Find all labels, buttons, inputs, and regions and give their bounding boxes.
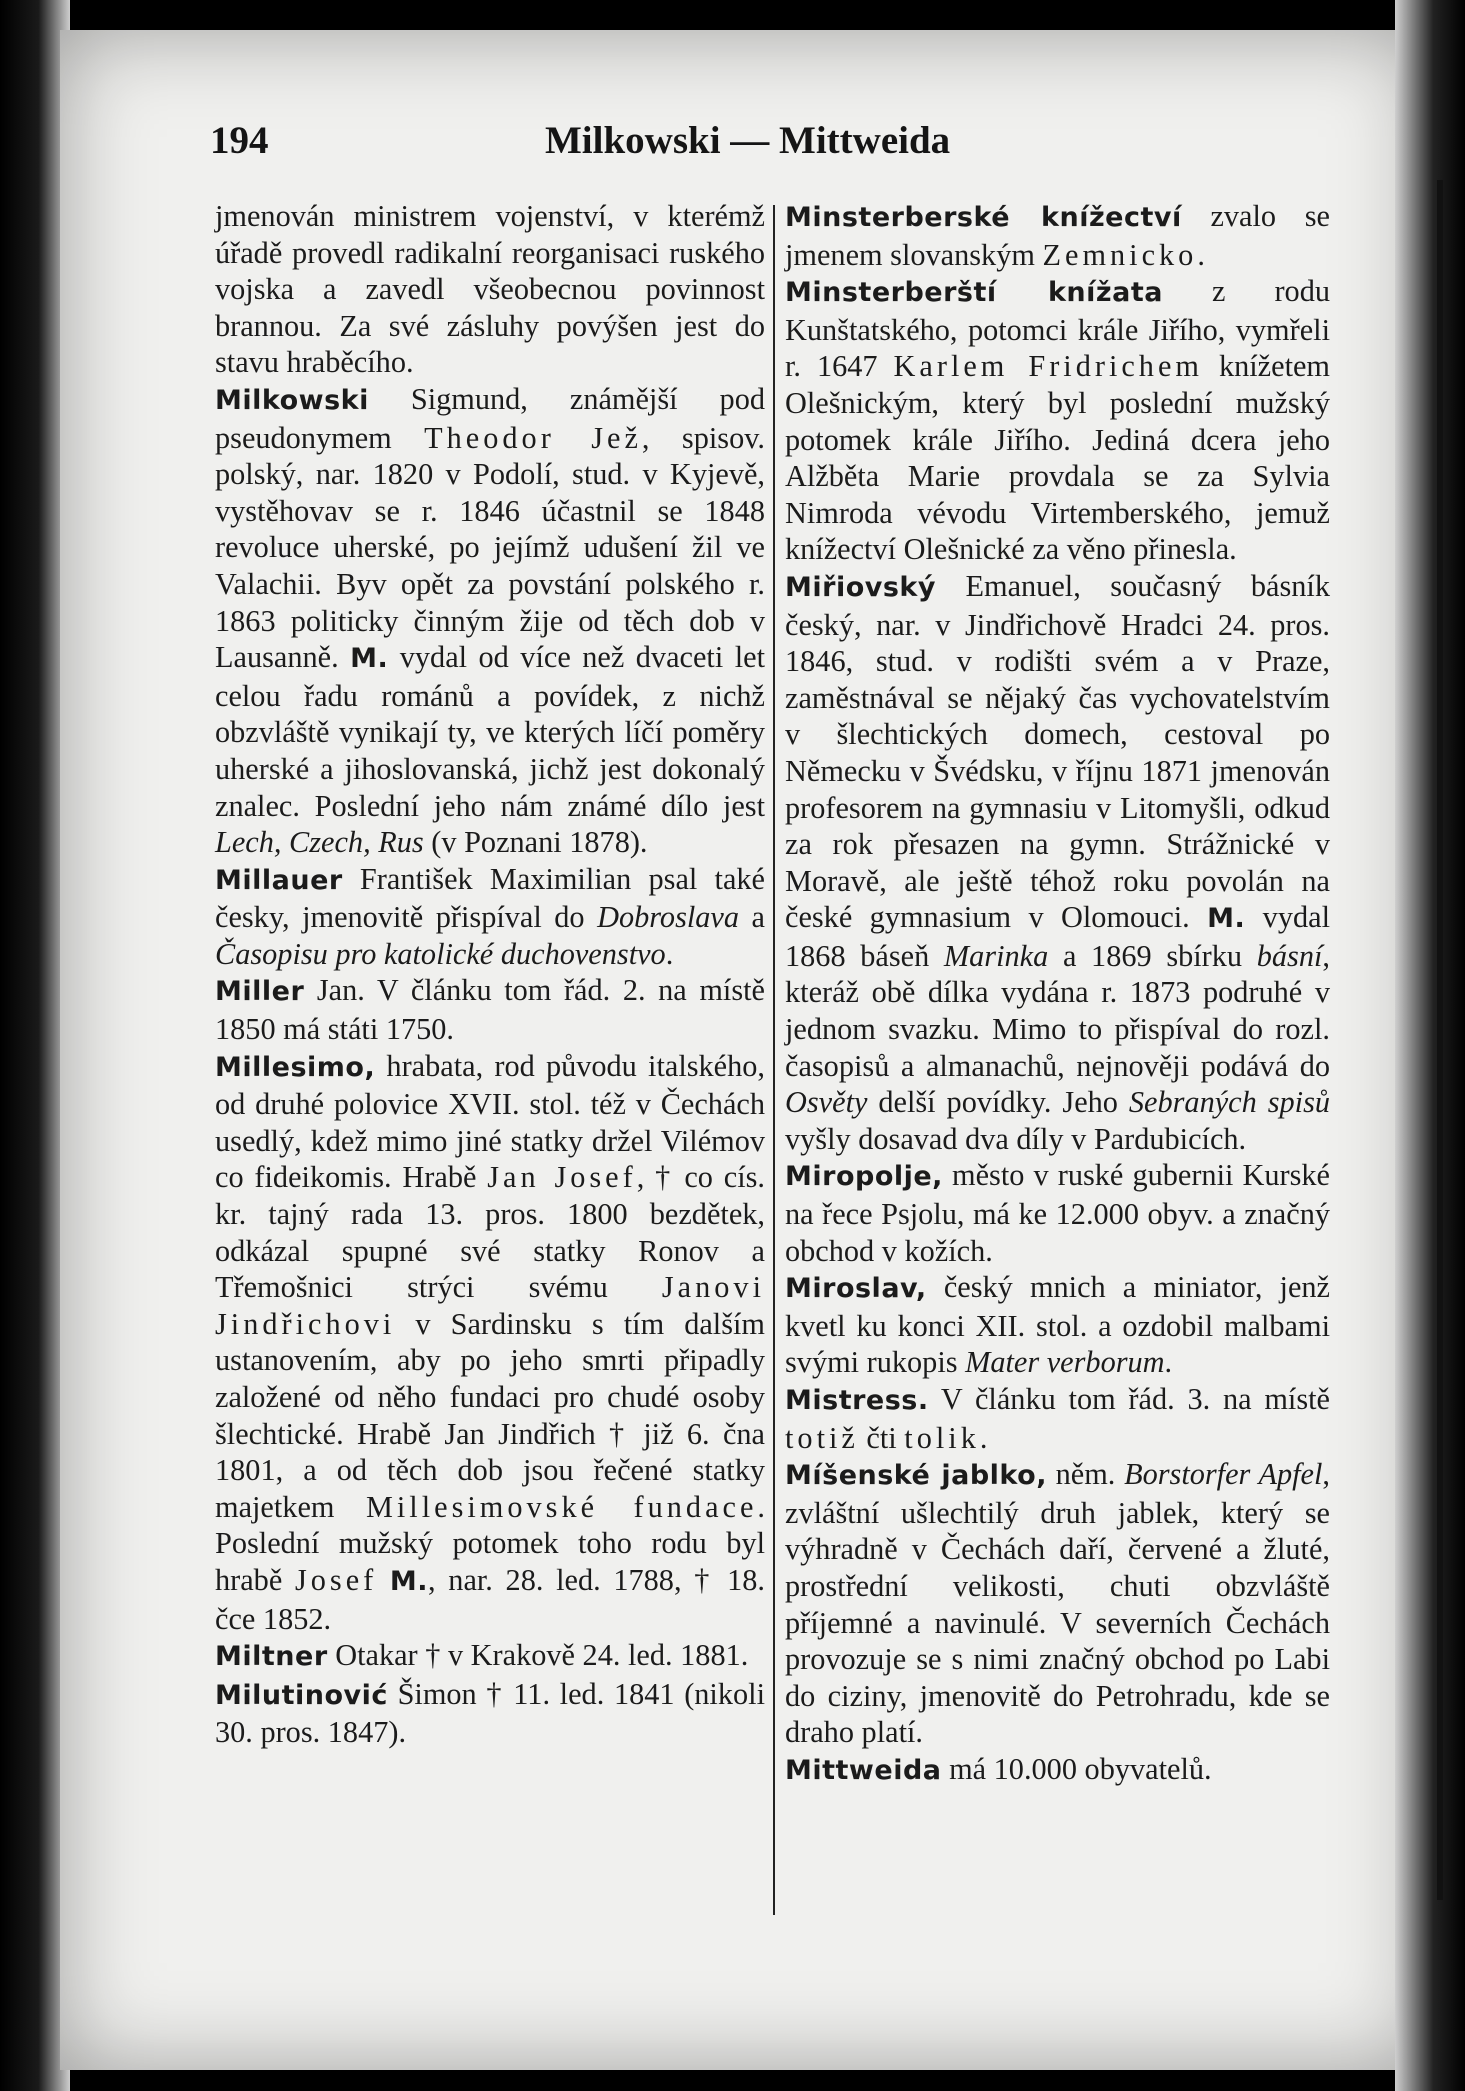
spaced-name: tolik	[904, 1420, 980, 1455]
entry-text: Šimon † 11. led. 1841 (nikoli 30. pros. 1847).	[215, 1676, 765, 1750]
headword: Millauer	[215, 864, 343, 896]
entry-text: knížetem Olešnickým, který byl poslední mužský potomek krále Jiřího. Jediná dcera jeho Alžběta Marie provdala se za Sylvia Nimroda vévodu Virtemberského, jemuž knížectví Olešnické za věno přinesla.	[785, 349, 1330, 567]
entry-text: .	[1197, 237, 1205, 272]
entry-text: v Sardinsku s tím dalším ustanovením, aby po jeho smrti připadly založené od něho fundaci pro chudé osoby šlechtické. Hrabě Jan Jindřich † již 6. čna 1801, a od těch dob jsou řečené statky majetkem	[215, 1306, 765, 1524]
abbrev: M.	[389, 1565, 429, 1597]
entry-miropolje	[785, 1157, 1330, 1269]
headword: Millesimo,	[215, 1051, 376, 1083]
scan-right-edge	[1395, 0, 1465, 2091]
headword: Mistress.	[785, 1385, 929, 1416]
entry-text: a 1869 sbírku	[1048, 938, 1257, 973]
work-title: Časopisu pro katolické duchovenstvo	[215, 936, 666, 971]
entry-milkowski	[215, 381, 765, 861]
entry-millauer	[215, 861, 765, 973]
headword: Milutinović	[215, 1679, 388, 1711]
entry-text	[377, 1563, 390, 1597]
entry-text: (v Poznani 1878).	[423, 825, 648, 860]
spaced-name: Karlem Fridrichem	[893, 349, 1203, 384]
spaced-name: Jan Josef	[487, 1160, 637, 1195]
entry-text: město v ruské gubernii Kurské na řece Psjolu, má ke 12.000 obyv. a značný obchod v kožích.	[785, 1158, 1330, 1268]
headword: Míšenské jablko,	[785, 1460, 1047, 1492]
running-header	[0, 118, 1465, 168]
entry-text: Emanuel, současný básník český, nar. v Jindřichově Hradci 24. pros. 1846, stud. v rodišti svém a v Praze, zaměstnával se nějaký čas vychovatelstvím v šlechtických domech, cestoval po Německu v Švédsku, v říjnu 1871 jmenován profesorem na gymnasiu v Litomyšli, odkud za rok přesazen na gymn. Strážnické v Moravě, ale ještě téhož roku povolán na české gymnasium v Olomouci.	[785, 568, 1330, 935]
entry-text: Sigmund, známější pod pseudonymem	[215, 381, 765, 455]
entry-text: vyšly dosavad dva díly v Pardubicích.	[785, 1121, 1247, 1156]
left-column	[215, 198, 765, 1751]
headword: Miropolje,	[785, 1161, 943, 1193]
entry-millesimo	[215, 1048, 765, 1638]
headword: Miroslav,	[785, 1273, 927, 1305]
entry-text: čti	[858, 1420, 905, 1455]
headword: Milkowski	[215, 384, 369, 416]
work-title: Sebraných spisů	[1128, 1085, 1331, 1120]
spaced-name: totiž	[785, 1420, 859, 1455]
work-title: básní	[1256, 938, 1323, 973]
work-title: Dobroslava	[597, 900, 740, 935]
entry-minsterberske	[785, 198, 1330, 273]
entry-text: něm.	[1046, 1457, 1125, 1492]
work-title: Marinka	[943, 938, 1049, 973]
running-title: Milkowski — Mittweida	[545, 119, 951, 162]
right-column	[785, 198, 1330, 1790]
entry-text: Otakar † v Krakově 24. led. 1881.	[327, 1638, 749, 1673]
column-divider	[773, 205, 775, 1915]
entry-text: .	[1164, 1345, 1173, 1380]
headword: Minsterberské knížectví	[785, 202, 1182, 233]
entry-text: z rodu Kunštatského, potomci krále Jiřího, vymřeli r. 1647	[785, 274, 1330, 384]
entry-text: zvalo se jmenem slovanským	[785, 199, 1330, 272]
work-title: Mater verborum	[965, 1345, 1165, 1380]
entry-text: . Poslední mužský potomek toho rodu byl hrabě	[215, 1489, 765, 1597]
entry-mistress	[785, 1381, 1330, 1456]
entry-text: František Maximilian psal také česky, jmenovitě přispíval do	[215, 861, 765, 935]
work-title: Osvěty	[785, 1085, 868, 1120]
entry-text: , spisov. polský, nar. 1820 v Podolí, stud. v Kyjevě, vystěhovav se r. 1846 účastnil se 1848 revoluce uherské, po jejímž udušení žil ve Valachii. Byv opět za povstání polského r. 1863 politicky činným žije od těch dob v Lausanně.	[215, 420, 765, 675]
spaced-name: Theodor Jež	[424, 420, 642, 455]
entry-text: V článku tom řád. 3. na místě	[928, 1382, 1330, 1416]
entry-text: vydal od více než dvaceti let celou řadu románů a povídek, z nichž obzvláště vynikají ty, ve kterých líčí poměry uherské a jihoslovanská, jichž jest dokonalý znalec. Poslední jeho nám známé dílo jest	[215, 640, 766, 823]
entry-misenske	[785, 1456, 1330, 1751]
spaced-name: Millesimovské fundace	[365, 1489, 758, 1524]
entry-text: .	[665, 936, 674, 971]
work-title: Lech, Czech, Rus	[215, 825, 424, 860]
entry-text: český mnich a miniator, jenž kvetl ku konci XII. stol. a ozdobil malbami svými rukopis	[785, 1270, 1330, 1380]
headword: Minsterberští knížata	[785, 277, 1163, 309]
entry-minsterbersti	[785, 273, 1330, 568]
entry-text: , † co cís. kr. tajný rada 13. pros. 1800 bezdětek, odkázal spupné své statky Ronov a Třemošnici strýci svému	[215, 1160, 765, 1305]
entry-miroslav	[785, 1269, 1330, 1381]
entry-milutinovic	[215, 1676, 765, 1751]
entry-text: má 10.000 obyvatelů.	[941, 1751, 1212, 1786]
entry-text: vydal 1868 báseň	[785, 900, 1330, 973]
entry-text: hrabata, rod původu italského, od druhé polovice XVII. stol. též v Čechách usedlý, kdež mimo jiné statky držel Vilémov co fideikomis. Hrabě	[215, 1048, 765, 1195]
entry-text: a	[739, 900, 765, 935]
entry-text: delší povídky. Jeho	[867, 1085, 1129, 1120]
headword: Mittweida	[785, 1754, 942, 1786]
entry-text: jmenován ministrem vojenství, v kterémž úřadě provedl radikalní reorganisaci ruského vojska a zavedl všeobecnou povinnost brannou. Za své zásluhy povýšen jest do stavu hraběcího.	[215, 199, 765, 380]
entry-miller	[215, 972, 765, 1047]
spaced-name: Josef	[294, 1562, 378, 1597]
entry-text: , nar. 28. led. 1788, † 18. čce 1852.	[215, 1562, 766, 1636]
page-number: 194	[210, 119, 269, 162]
entry-mittweida	[785, 1751, 1330, 1790]
headword: Miltner	[215, 1641, 328, 1673]
headword: Miřiovský	[785, 571, 936, 603]
spaced-name: Zemnicko	[1042, 237, 1198, 272]
work-title: Borstorfer Apfel	[1124, 1457, 1323, 1492]
page-edge-shadow	[1437, 180, 1443, 1900]
entry-text: Jan. V článku tom řád. 2. na místě 1850 má státi 1750.	[215, 973, 765, 1047]
entry-text: , kteráž obě dílka vydána r. 1873 podruhé v jednom svazku. Mimo to přispíval do rozl. časopisů a almanachů, nejnověji podává do	[785, 938, 1330, 1083]
entry-continuation	[215, 198, 765, 381]
entry-mirovsky	[785, 568, 1330, 1158]
spaced-name: Janovi Jindřichovi	[215, 1270, 765, 1341]
abbrev: M.	[1207, 903, 1246, 935]
entry-text: , zvláštní ušlechtilý druh jablek, který se výhradně v Čechách daří, červené a žluté, prostřední velikosti, chuti obzvláště příjemné a navinulé. V severních Čechách provozuje se s nimi značný obchod po Labi do ciziny, jmenovitě do Petrohradu, kde se draho platí.	[785, 1457, 1330, 1750]
entry-text: .	[979, 1420, 988, 1455]
headword: Miller	[215, 976, 305, 1008]
entry-miltner	[215, 1637, 765, 1676]
abbrev: M.	[350, 643, 389, 675]
